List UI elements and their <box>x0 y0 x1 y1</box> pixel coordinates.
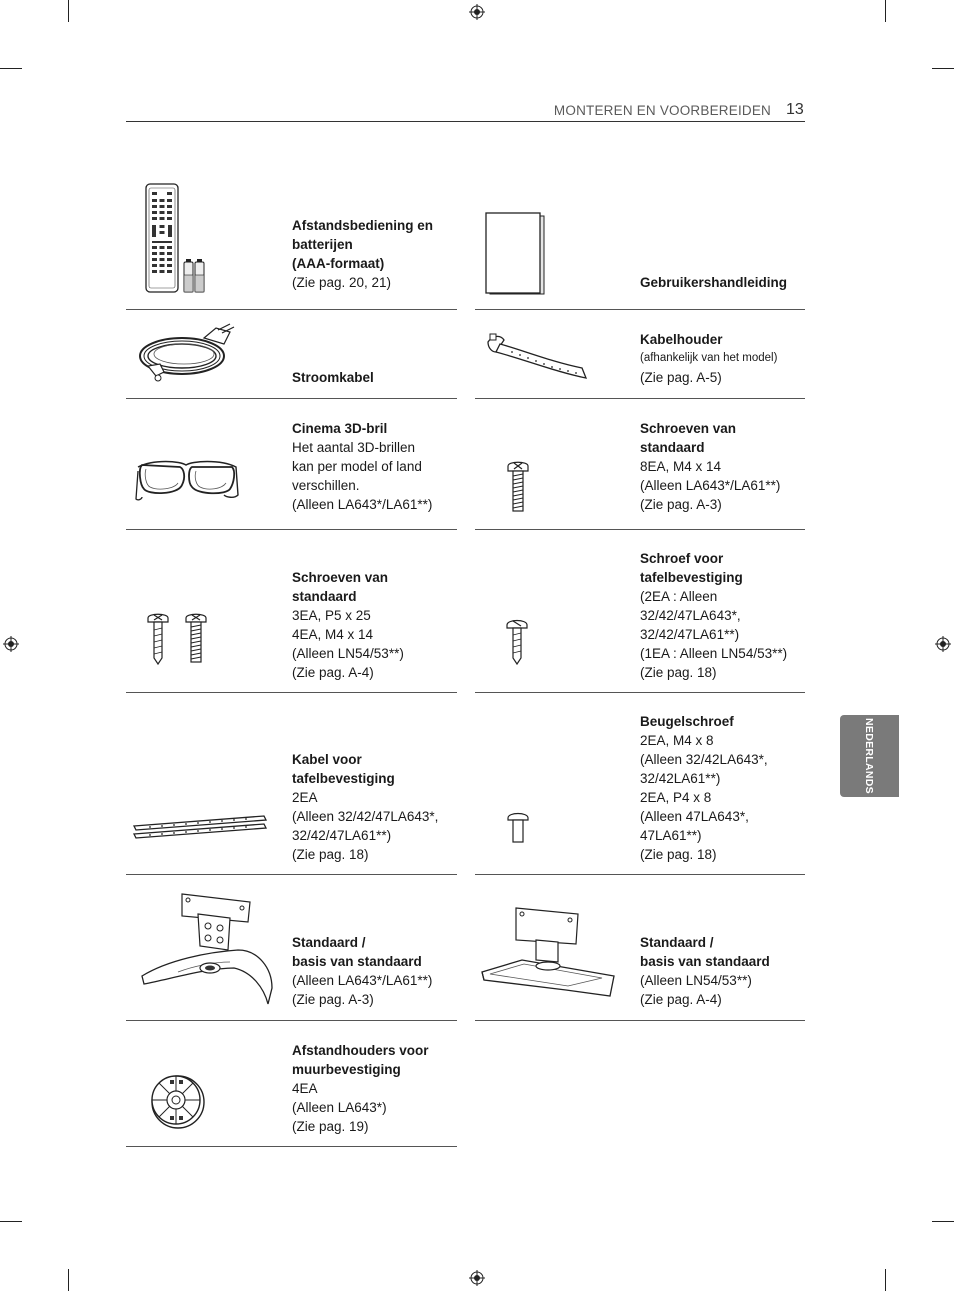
crop-mark <box>0 68 22 69</box>
power-cord-icon <box>134 320 244 390</box>
item-detail: (2EA : Alleen <box>640 589 718 604</box>
item-remote <box>292 216 452 292</box>
crop-mark <box>885 0 886 22</box>
crop-mark <box>885 1269 886 1291</box>
cable-holder-icon <box>482 330 594 385</box>
item-detail: (Zie pag. A-5) <box>640 370 722 385</box>
item-title: Kabelhouder <box>640 332 723 347</box>
item-detail: 4EA <box>292 1081 318 1096</box>
manual-icon <box>482 210 550 298</box>
row-divider <box>126 529 457 530</box>
item-title: Stroomkabel <box>292 370 374 385</box>
section-title: MONTEREN EN VOORBEREIDEN <box>553 103 771 118</box>
item-detail: (Zie pag. 18) <box>640 847 717 862</box>
row-divider <box>475 692 805 693</box>
remote-control-icon <box>140 180 215 295</box>
item-title: muurbevestiging <box>292 1062 401 1077</box>
row-divider <box>126 874 457 875</box>
header-divider <box>126 121 805 122</box>
item-detail: (Zie pag. 18) <box>640 665 717 680</box>
registration-mark-icon <box>935 636 951 652</box>
item-title: Kabel voor <box>292 752 362 767</box>
screw-icon <box>146 612 170 666</box>
item-title: Afstandsbediening en <box>292 218 434 233</box>
item-detail: 2EA, M4 x 8 <box>640 733 714 748</box>
item-detail: (Alleen LA643*/LA61**) <box>640 478 781 493</box>
item-table-cable <box>292 750 452 864</box>
item-title: batterijen <box>292 237 353 252</box>
registration-mark-icon <box>469 4 485 20</box>
item-detail: (Alleen 47LA643*, <box>640 809 749 824</box>
row-divider <box>475 398 805 399</box>
item-detail: (1EA : Alleen LN54/53**) <box>640 646 788 661</box>
item-detail: (Alleen LN54/53**) <box>292 646 404 661</box>
row-divider <box>126 692 457 693</box>
row-divider <box>475 309 805 310</box>
row-divider <box>475 529 805 530</box>
row-divider <box>475 874 805 875</box>
crop-mark <box>0 1221 22 1222</box>
item-title: Schroeven van <box>292 570 389 585</box>
item-detail: 47LA61**) <box>640 828 702 843</box>
stand-icon <box>478 900 618 1002</box>
item-title: Afstandhouders voor <box>292 1043 429 1058</box>
screw-icon <box>184 612 208 666</box>
item-detail: (Alleen LA643*/LA61**) <box>292 497 433 512</box>
item-detail: (Alleen LA643*/LA61**) <box>292 973 433 988</box>
item-power-cord <box>292 368 452 387</box>
item-detail: Het aantal 3D-brillen <box>292 440 416 455</box>
item-manual <box>640 273 805 292</box>
item-title: tafelbevestiging <box>292 771 395 786</box>
row-divider <box>126 398 457 399</box>
item-table-screw <box>640 549 805 682</box>
item-wall-spacers <box>292 1041 452 1136</box>
item-detail: 8EA, M4 x 14 <box>640 459 722 474</box>
item-detail: 32/42/47LA61**) <box>292 828 392 843</box>
item-title: tafelbevestiging <box>640 570 743 585</box>
item-detail: (Alleen 32/42/47LA643*, <box>292 809 439 824</box>
item-title: Standaard / <box>292 935 366 950</box>
item-title: Beugelschroef <box>640 714 734 729</box>
item-detail: (Zie pag. 20, 21) <box>292 275 392 290</box>
crop-mark <box>68 1269 69 1291</box>
item-detail: 32/42/47LA643*, <box>640 608 741 623</box>
item-title: Cinema 3D-bril <box>292 421 388 436</box>
item-stand-ln <box>640 933 805 1009</box>
item-title: standaard <box>292 589 357 604</box>
item-detail: (Alleen LA643*) <box>292 1100 387 1115</box>
crop-mark <box>68 0 69 22</box>
item-detail: (Zie pag. A-3) <box>292 992 374 1007</box>
item-cable-holder <box>640 330 805 387</box>
bracket-screw-icon <box>506 810 530 844</box>
registration-mark-icon <box>469 1270 485 1286</box>
item-title: Gebruikershandleiding <box>640 275 788 290</box>
registration-mark-icon <box>3 636 19 652</box>
item-detail: (Alleen LN54/53**) <box>640 973 752 988</box>
3d-glasses-icon <box>134 455 244 505</box>
item-detail: (Alleen 32/42LA643*, <box>640 752 768 767</box>
wall-spacer-icon <box>148 1068 208 1132</box>
item-detail: 32/42/47LA61**) <box>640 627 740 642</box>
page-number: 13 <box>786 101 804 118</box>
item-detail: (afhankelijk van het model) <box>640 352 778 364</box>
item-detail: 4EA, M4 x 14 <box>292 627 374 642</box>
item-detail: (Zie pag. A-4) <box>292 665 374 680</box>
crop-mark <box>932 68 954 69</box>
item-detail: (Zie pag. A-4) <box>640 992 722 1007</box>
item-detail: kan per model of land <box>292 459 422 474</box>
row-divider <box>126 309 457 310</box>
item-detail: (Zie pag. 19) <box>292 1119 369 1134</box>
screw-icon <box>506 460 530 516</box>
item-detail: 32/42LA61**) <box>640 771 721 786</box>
item-title: standaard <box>640 440 705 455</box>
item-title: basis van standaard <box>292 954 422 969</box>
item-detail: 2EA <box>292 790 318 805</box>
item-detail: verschillen. <box>292 478 360 493</box>
item-detail: (Zie pag. A-3) <box>640 497 722 512</box>
item-detail: (Zie pag. 18) <box>292 847 369 862</box>
language-tab <box>840 715 899 797</box>
cable-tie-icon <box>130 810 270 840</box>
row-divider <box>475 1020 805 1021</box>
item-3d-glasses <box>292 419 452 514</box>
item-stand-la <box>292 933 452 1009</box>
stand-icon <box>138 888 276 1010</box>
item-stand-screws-ln <box>292 568 452 682</box>
row-divider <box>126 1146 457 1147</box>
language-tab-label: NEDERLANDS <box>863 718 876 794</box>
screw-icon <box>505 618 529 666</box>
item-title: Standaard / <box>640 935 714 950</box>
item-title: (AAA-formaat) <box>292 256 385 271</box>
item-title: basis van standaard <box>640 954 770 969</box>
item-bracket-screw <box>640 712 805 864</box>
item-detail: 3EA, P5 x 25 <box>292 608 371 623</box>
item-title: Schroeven van <box>640 421 737 436</box>
item-detail: 2EA, P4 x 8 <box>640 790 712 805</box>
row-divider <box>126 1020 457 1021</box>
item-stand-screws-la <box>640 419 805 514</box>
item-title: Schroef voor <box>640 551 724 566</box>
crop-mark <box>932 1221 954 1222</box>
